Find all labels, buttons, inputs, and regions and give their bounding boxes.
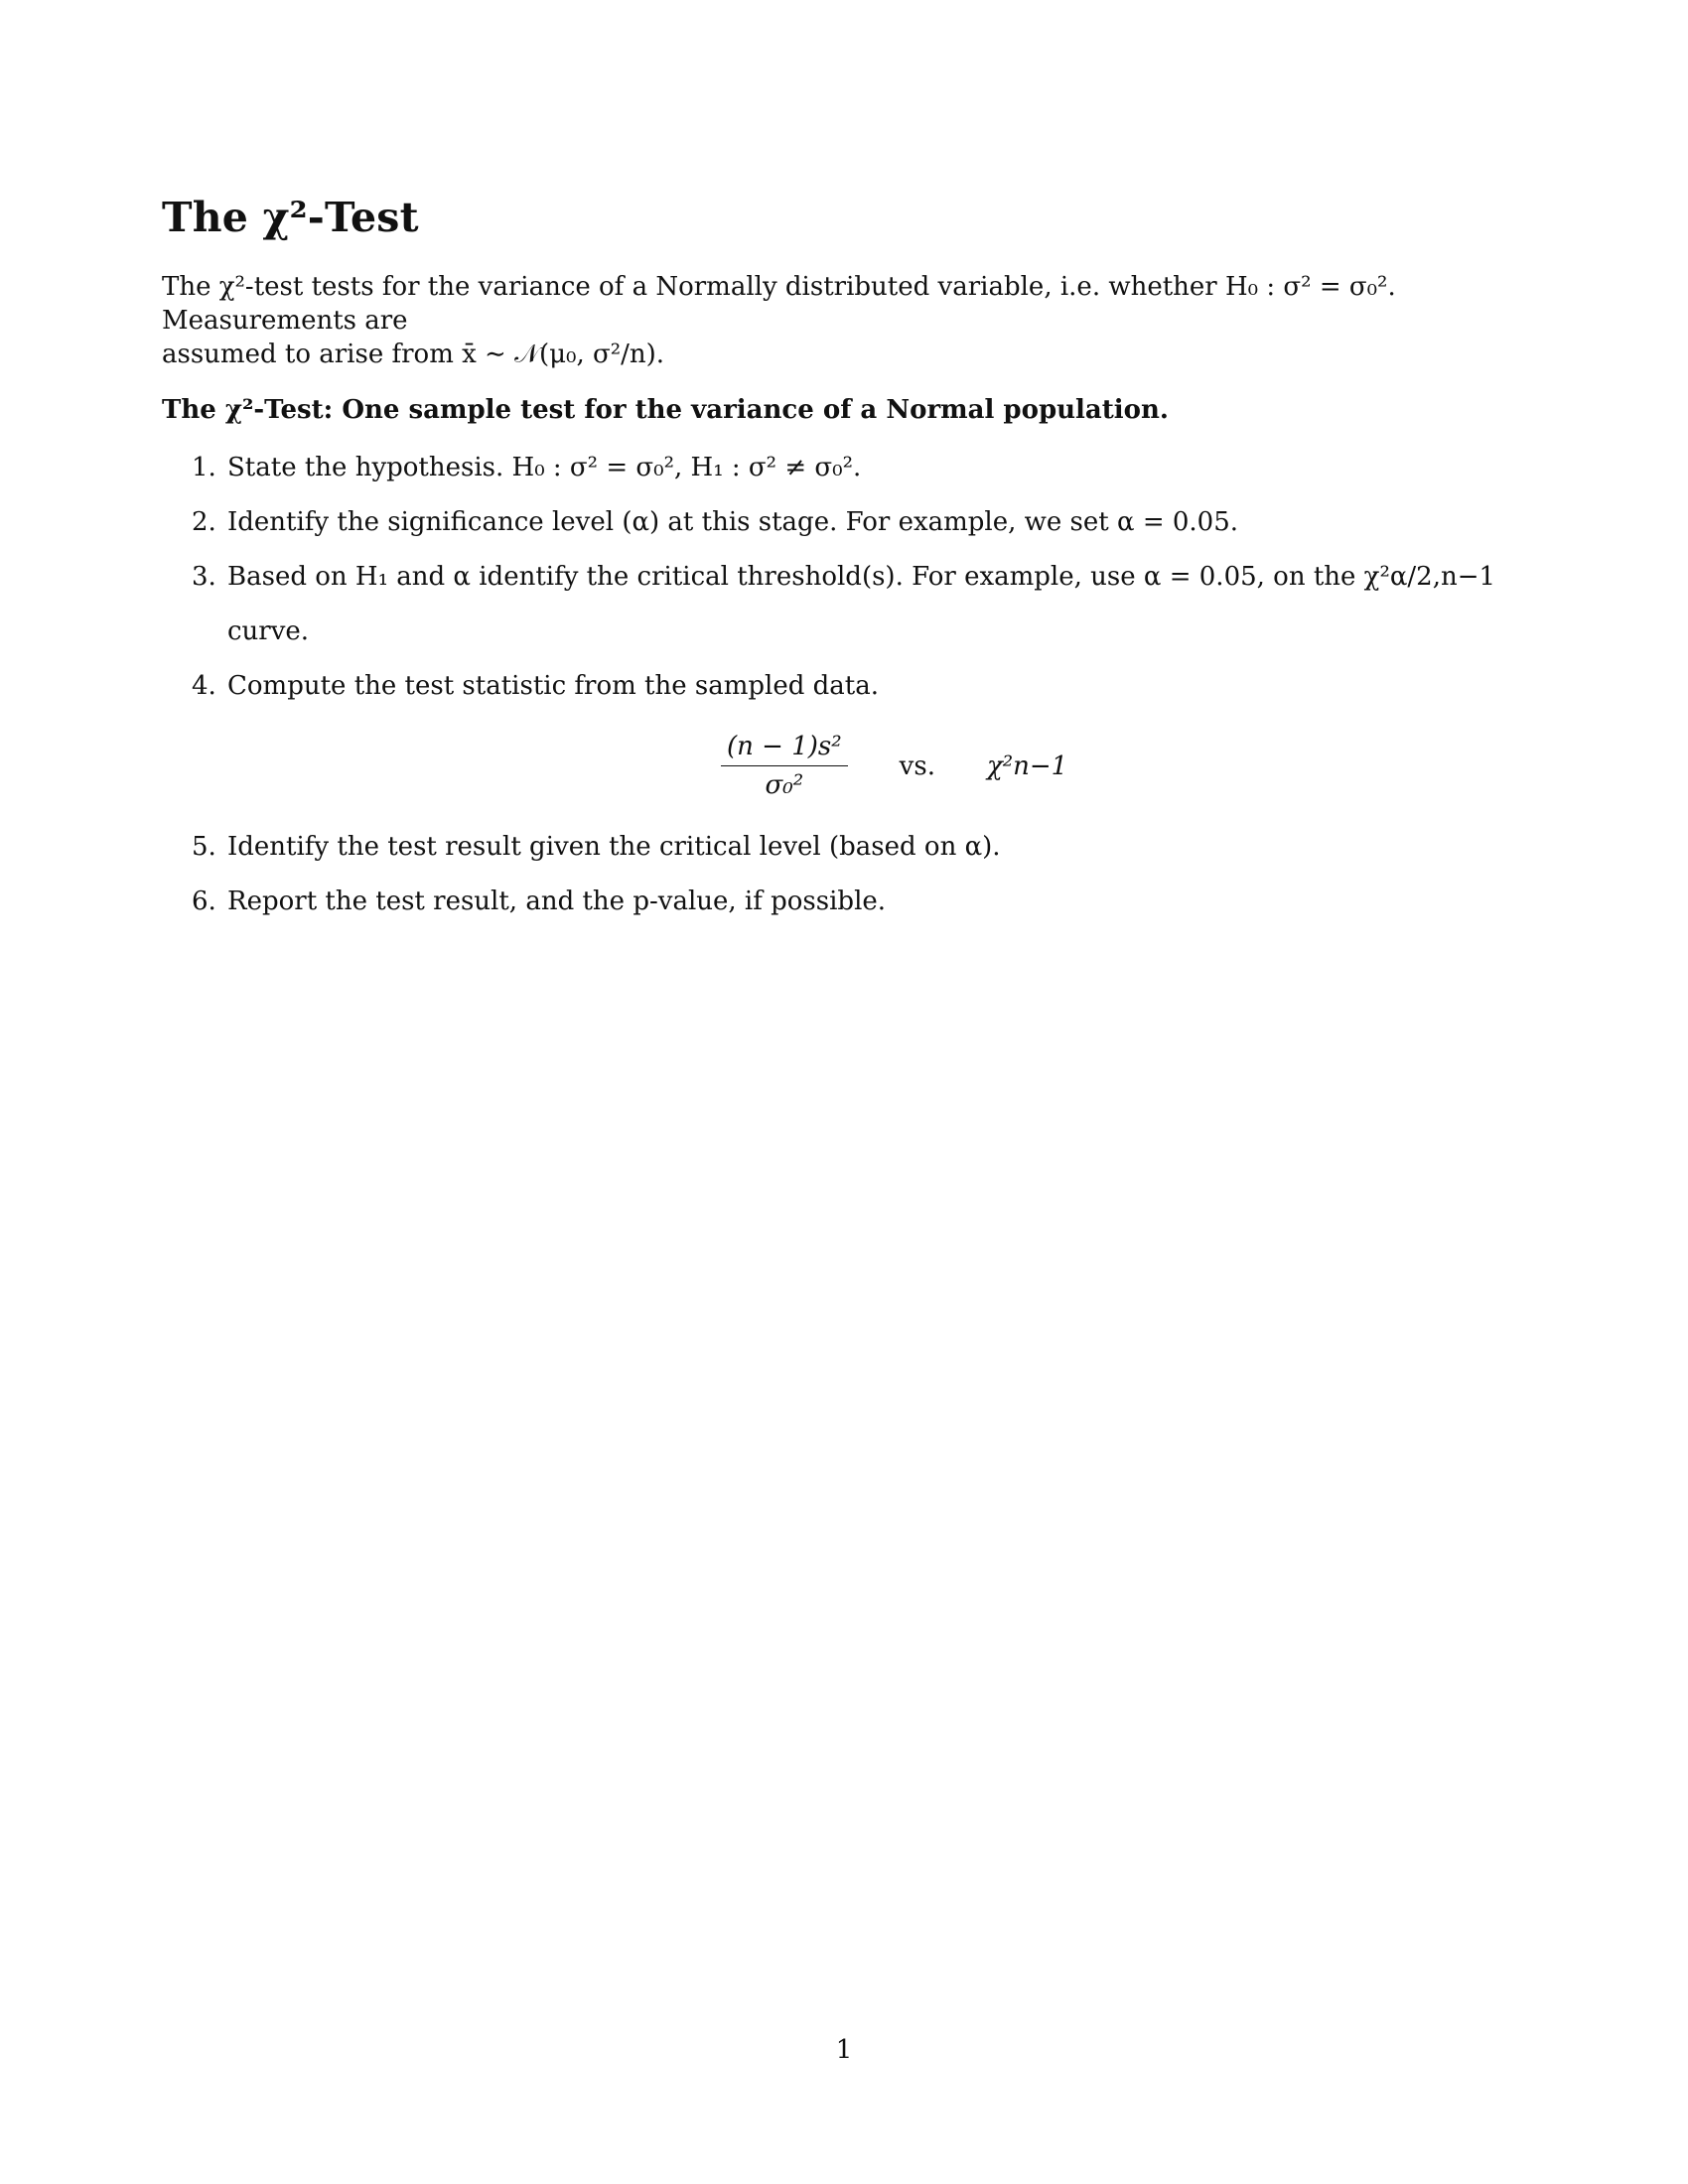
step-text: Based on H₁ and α identify the critical threshold(s). For example, use α = 0.05, on the χ²α/2,n−1 curve. (227, 562, 1496, 646)
step-number: 4. (192, 671, 216, 701)
page-number: 1 (835, 2035, 853, 2065)
list-item (162, 875, 1532, 929)
formula-fraction (721, 732, 848, 800)
step-text: Identify the significance level (α) at this stage. For example, we set α = 0.05. (227, 507, 1239, 537)
step-number: 5. (192, 832, 216, 862)
step-text: Compute the test statistic from the sampled data. (227, 671, 879, 701)
step-text: Identify the test result given the critical level (based on α). (227, 832, 1001, 862)
intro-paragraph (162, 270, 1532, 371)
steps-list-continued (162, 820, 1532, 929)
step-text: Report the test result, and the p-value, if possible. (227, 887, 887, 916)
section-heading: The χ²-Test: One sample test for the variance of a Normal population. (162, 395, 1169, 425)
step-number: 6. (192, 887, 216, 916)
formula-vs: vs. (899, 751, 935, 781)
intro-line-2: assumed to arise from x̄ ∼ 𝒩(μ₀, σ²/n). (162, 340, 665, 369)
list-item (162, 441, 1532, 495)
list-item (162, 659, 1532, 714)
step-text: State the hypothesis. H₀ : σ² = σ₀², H₁ : σ² ≠ σ₀². (227, 453, 862, 482)
page-title: The χ²-Test (162, 194, 419, 241)
list-item (162, 550, 1532, 659)
intro-line-1: The χ²-test tests for the variance of a Normally distributed variable, i.e. whether H₀ : σ² = σ₀². Measurements are (162, 272, 1396, 336)
list-item (162, 820, 1532, 875)
step-number: 2. (192, 507, 216, 537)
steps-list (162, 441, 1532, 714)
list-item (162, 495, 1532, 550)
formula-rhs: χ²n−1 (986, 751, 1068, 781)
step-number: 3. (192, 562, 216, 592)
formula-numerator: (n − 1)s² (721, 732, 848, 766)
formula-denominator: σ₀² (765, 770, 804, 800)
step-number: 1. (192, 453, 216, 482)
document-body (162, 189, 1532, 929)
test-statistic-formula (162, 732, 1532, 800)
